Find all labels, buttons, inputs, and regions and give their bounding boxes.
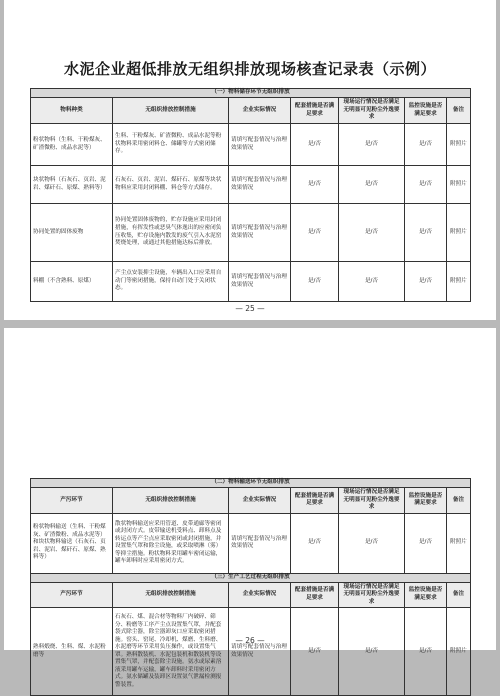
cell-facility: 是/否 [291, 166, 339, 204]
col-header-actual: 企业实际情况 [229, 582, 291, 608]
cell-note: 附照片 [447, 166, 471, 204]
process-inspection-table [30, 478, 471, 696]
cell-visible: 是/否 [339, 166, 405, 204]
cell-facility: 是/否 [291, 204, 339, 262]
cell-facility: 是/否 [291, 262, 339, 302]
col-header-actual: 企业实际情况 [229, 98, 291, 124]
cell-monitor: 是/否 [405, 166, 447, 204]
cell-measures: 散状物料输送应采用管道、皮带通廊等密闭或封闭方式。皮带输送机受料点、卸料点及转运点等产尘点应采取密闭或封闭措施，并设置集气罩和除尘设施，或采取喷淋（雾）等抑尘措施。粉状物料采用罐车密闭运输，罐车卸料时应采用密闭方式。 [113, 513, 229, 573]
col-header-facility: 配套措施是否满足要求 [291, 582, 339, 608]
page-number: — 26 — [235, 636, 265, 645]
col-header-visible: 现场运行情况是否满足无明显可见粉尘外逸要求 [339, 98, 405, 124]
col-header-monitor: 监控设施是否满足要求 [405, 98, 447, 124]
cell-visible: 是/否 [339, 262, 405, 302]
document-page-26 [4, 328, 496, 688]
col-header-facility: 配套措施是否满足要求 [291, 488, 339, 514]
cell-actual: 请填写配套情况与治理效果情况 [229, 204, 291, 262]
cell-monitor: 是/否 [405, 262, 447, 302]
col-header-source: 产污环节 [31, 582, 113, 608]
cell-measures: 产尘点安装抑尘设施，车辆出入口应采用自动门等密闭措施，保持自动门处于关闭状态。 [113, 262, 229, 302]
cell-measures: 生料、干粉煤灰、矿渣微粉、成品水泥等粉状物料采用密闭料仓、储罐等方式密闭储存。 [113, 124, 229, 166]
col-header-actual: 企业实际情况 [229, 488, 291, 514]
col-header-note: 备注 [447, 488, 471, 514]
cell-note: 附照片 [447, 262, 471, 302]
table-header-row [31, 98, 471, 124]
table-header-row [31, 582, 471, 608]
col-header-visible: 现场运行情况是否满足无明显可见粉尘外逸要求 [339, 488, 405, 514]
cell-visible: 是/否 [339, 513, 405, 573]
document-title: 水泥企业超低排放无组织排放现场核查记录表（示例） [63, 60, 436, 78]
cell-actual: 请填写配套情况与治理效果情况 [229, 166, 291, 204]
table-row [31, 262, 471, 302]
col-header-measures: 无组织排放控制措施 [113, 582, 229, 608]
cell-monitor: 是/否 [405, 204, 447, 262]
cell-monitor: 是/否 [405, 124, 447, 166]
col-header-note: 备注 [447, 582, 471, 608]
cell-source: 熟料煅烧、生料、煤、水泥粉磨等 [31, 608, 113, 696]
cell-note: 附照片 [447, 124, 471, 166]
cell-actual: 请填写配套情况与治理效果情况 [229, 513, 291, 573]
cell-note: 附照片 [447, 204, 471, 262]
cell-actual: 请填写配套情况与治理效果情况 [229, 262, 291, 302]
cell-actual: 请填写配套情况与治理效果情况 [229, 124, 291, 166]
table-row [31, 513, 471, 573]
cell-actual: 请填写配套情况与治理效果情况 [229, 608, 291, 696]
col-header-facility: 配套措施是否满足要求 [291, 98, 339, 124]
col-header-measures: 无组织排放控制措施 [113, 98, 229, 124]
cell-visible: 是/否 [339, 608, 405, 696]
cell-note: 附照片 [447, 608, 471, 696]
page-number: — 25 — [235, 304, 265, 313]
col-header-note: 备注 [447, 98, 471, 124]
cell-measures: 石灰石、煤、混合材等物料厂内破碎、筛分、粉磨等工序产尘点设置集气罩，并配套袋式除尘器，除尘器卸灰口应采取密闭措施。窑头、窑尾、冷却机、煤磨、生料磨、水泥磨等环节采用负压操作，或设置集气罩。熟料散装机、水泥包装机和散装机等设置集气罩，并配套除尘设施。氨水或尿素溶液采用罐车运输，罐车卸料时采用密闭方式。氨水储罐及装卸区设置氨气泄漏检测报警装置。 [113, 608, 229, 696]
section-title-process: （三）生产工艺过程无组织排放 [31, 573, 471, 582]
cell-monitor: 是/否 [405, 608, 447, 696]
cell-measures: 石灰石、页岩、泥岩、煤矸石、原煤等块状物料应采用封闭料棚、料仓等方式储存。 [113, 166, 229, 204]
cell-source: 粉状物料输送（生料、干粉煤灰、矿渣微粉、成品水泥等）和块状物料输送（石灰石、页岩、泥岩、煤矸石、原煤、熟料等） [31, 513, 113, 573]
table-row [31, 124, 471, 166]
cell-monitor: 是/否 [405, 513, 447, 573]
table-row [31, 608, 471, 696]
table-row [31, 204, 471, 262]
document-page-25 [4, 0, 496, 320]
cell-note: 附照片 [447, 513, 471, 573]
section-title-storage: （一）物料储存环节无组织排放 [31, 89, 471, 98]
col-header-source: 产污环节 [31, 488, 113, 514]
cell-visible: 是/否 [339, 124, 405, 166]
col-header-monitor: 监控设施是否满足要求 [405, 488, 447, 514]
storage-inspection-table [30, 88, 471, 302]
cell-facility: 是/否 [291, 608, 339, 696]
table-row [31, 166, 471, 204]
section-title-transport: （二）物料输送环节无组织排放 [31, 479, 471, 488]
cell-source: 协同处置的固体废物 [31, 204, 113, 262]
col-header-source: 物料种类 [31, 98, 113, 124]
cell-source: 粉状物料（生料、干粉煤灰、矿渣微粉、成品水泥等） [31, 124, 113, 166]
cell-measures: 协同处置固体废物的，贮存设施应采用封闭措施，有挥发性或恶臭气体逸出的应密闭负压收集，贮存设施内散发的废气引入水泥窑焚烧处理，或通过其他措施达标后排放。 [113, 204, 229, 262]
cell-source: 块状物料（石灰石、页岩、泥岩、煤矸石、原煤、熟料等） [31, 166, 113, 204]
table-header-row [31, 488, 471, 514]
col-header-visible: 现场运行情况是否满足无明显可见粉尘外逸要求 [339, 582, 405, 608]
col-header-monitor: 监控设施是否满足要求 [405, 582, 447, 608]
cell-facility: 是/否 [291, 124, 339, 166]
cell-visible: 是/否 [339, 204, 405, 262]
col-header-measures: 无组织排放控制措施 [113, 488, 229, 514]
cell-facility: 是/否 [291, 513, 339, 573]
cell-source: 料棚（不含熟料、原煤） [31, 262, 113, 302]
